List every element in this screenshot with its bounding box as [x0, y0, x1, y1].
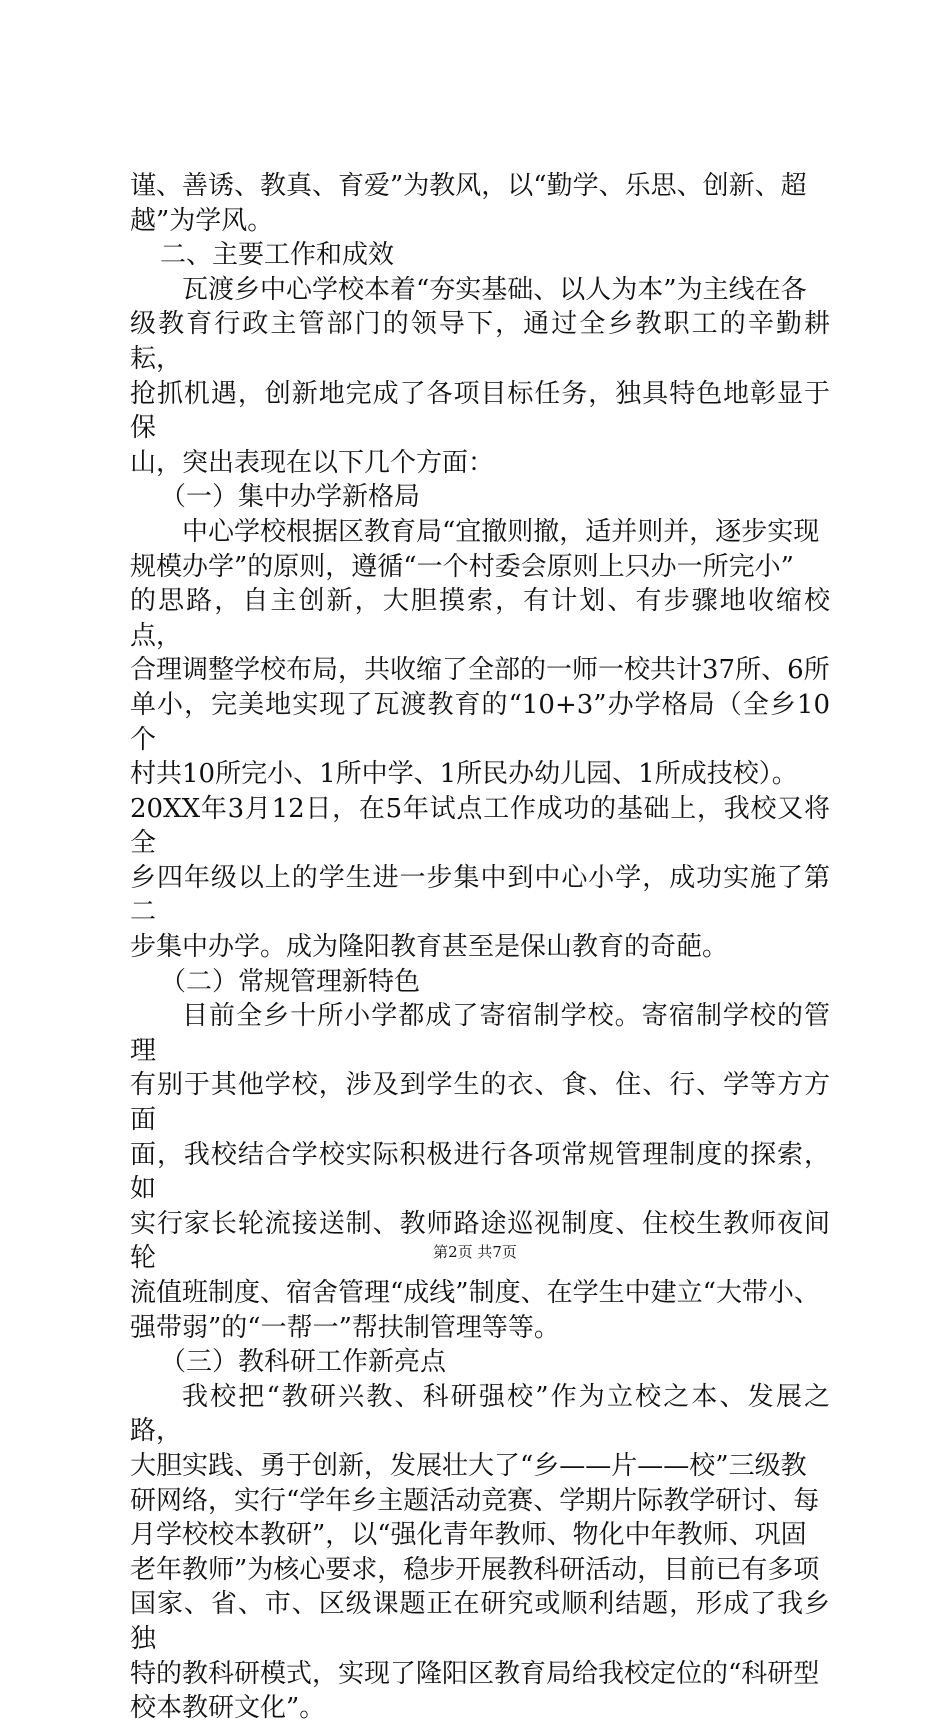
paragraph-research-work: 我校把“教研兴教、科研强校”作为立校之本、发展之路， 大胆实践、勇于创新，发展壮大了“乡——片——校”三级教 研网络，实行“学年乡主题活动竞赛、学期片际教学研讨、每 月学校校本教研”，以“强化青年教师、物化中年教师、巩固 老年教师”为核心要求，稳步开展教科研活动，目前已有多项 国家、省、市、区级课题正在研究或顺利结题，形成了我乡独 特的教科研模式，实现了隆阳区教育局给我校定位的“科研型 校本教研文化”。 [130, 1381, 830, 1724]
paragraph-routine-management: 目前全乡十所小学都成了寄宿制学校。寄宿制学校的管理 有别于其他学校，涉及到学生的衣、食、住、行、学等方方面 面，我校结合学校实际积极进行各项常规管理制度的探索，如 实行家长轮流接送制、教师路途巡视制度、住校生教师夜间轮 流值班制度、宿舍管理“成线”制度、在学生中建立“大带小、 强带弱”的“一帮一”帮扶制管理等等。 [130, 1001, 830, 1343]
paragraph-centralized-schooling: 中心学校根据区教育局“宜撤则撤，适并则并，逐步实现 规模办学”的原则，遵循“一个村委会原则上只办一所完小” 的思路，自主创新，大胆摸索，有计划、有步骤地收缩校点， 合理调整学校布局，共收缩了全部的一师一校共计37所、6所 单小，完美地实现了瓦渡教育的“10+3”办学格局（全乡10个 村共10所完小、1所中学、1所民办幼儿园、1所成技校）。 20XX年3月12日，在5年试点工作成功的基础上，我校又将全 乡四年级以上的学生进一步集中到中心小学，成功实施了第二 步集中办学。成为隆阳教育甚至是保山教育的奇葩。 [130, 516, 830, 963]
document-body [130, 169, 830, 1726]
page-number-label: 第2页 共7页 [433, 1243, 517, 1261]
section-heading-main-work: 二、主要工作和成效 [160, 240, 395, 271]
page-footer [0, 1242, 950, 1262]
subheading-routine-management: （二）常规管理新特色 [160, 966, 421, 997]
subheading-centralized-schooling: （一）集中办学新格局 [160, 482, 421, 513]
subheading-research-work: （三）教科研工作新亮点 [160, 1347, 447, 1378]
paragraph-intro: 瓦渡乡中心学校本着“夯实基础、以人为本”为主线在各 级教育行政主管部门的领导下，通过全乡教职工的辛勤耕耘， 抢抓机遇，创新地完成了各项目标任务，独具特色地彰显于保 山，突出表现在以下几个方面： [130, 274, 830, 478]
paragraph-continued: 谨、善诱、教真、育爱”为教风，以“勤学、乐思、创新、超 越”为学风。 [130, 171, 807, 236]
